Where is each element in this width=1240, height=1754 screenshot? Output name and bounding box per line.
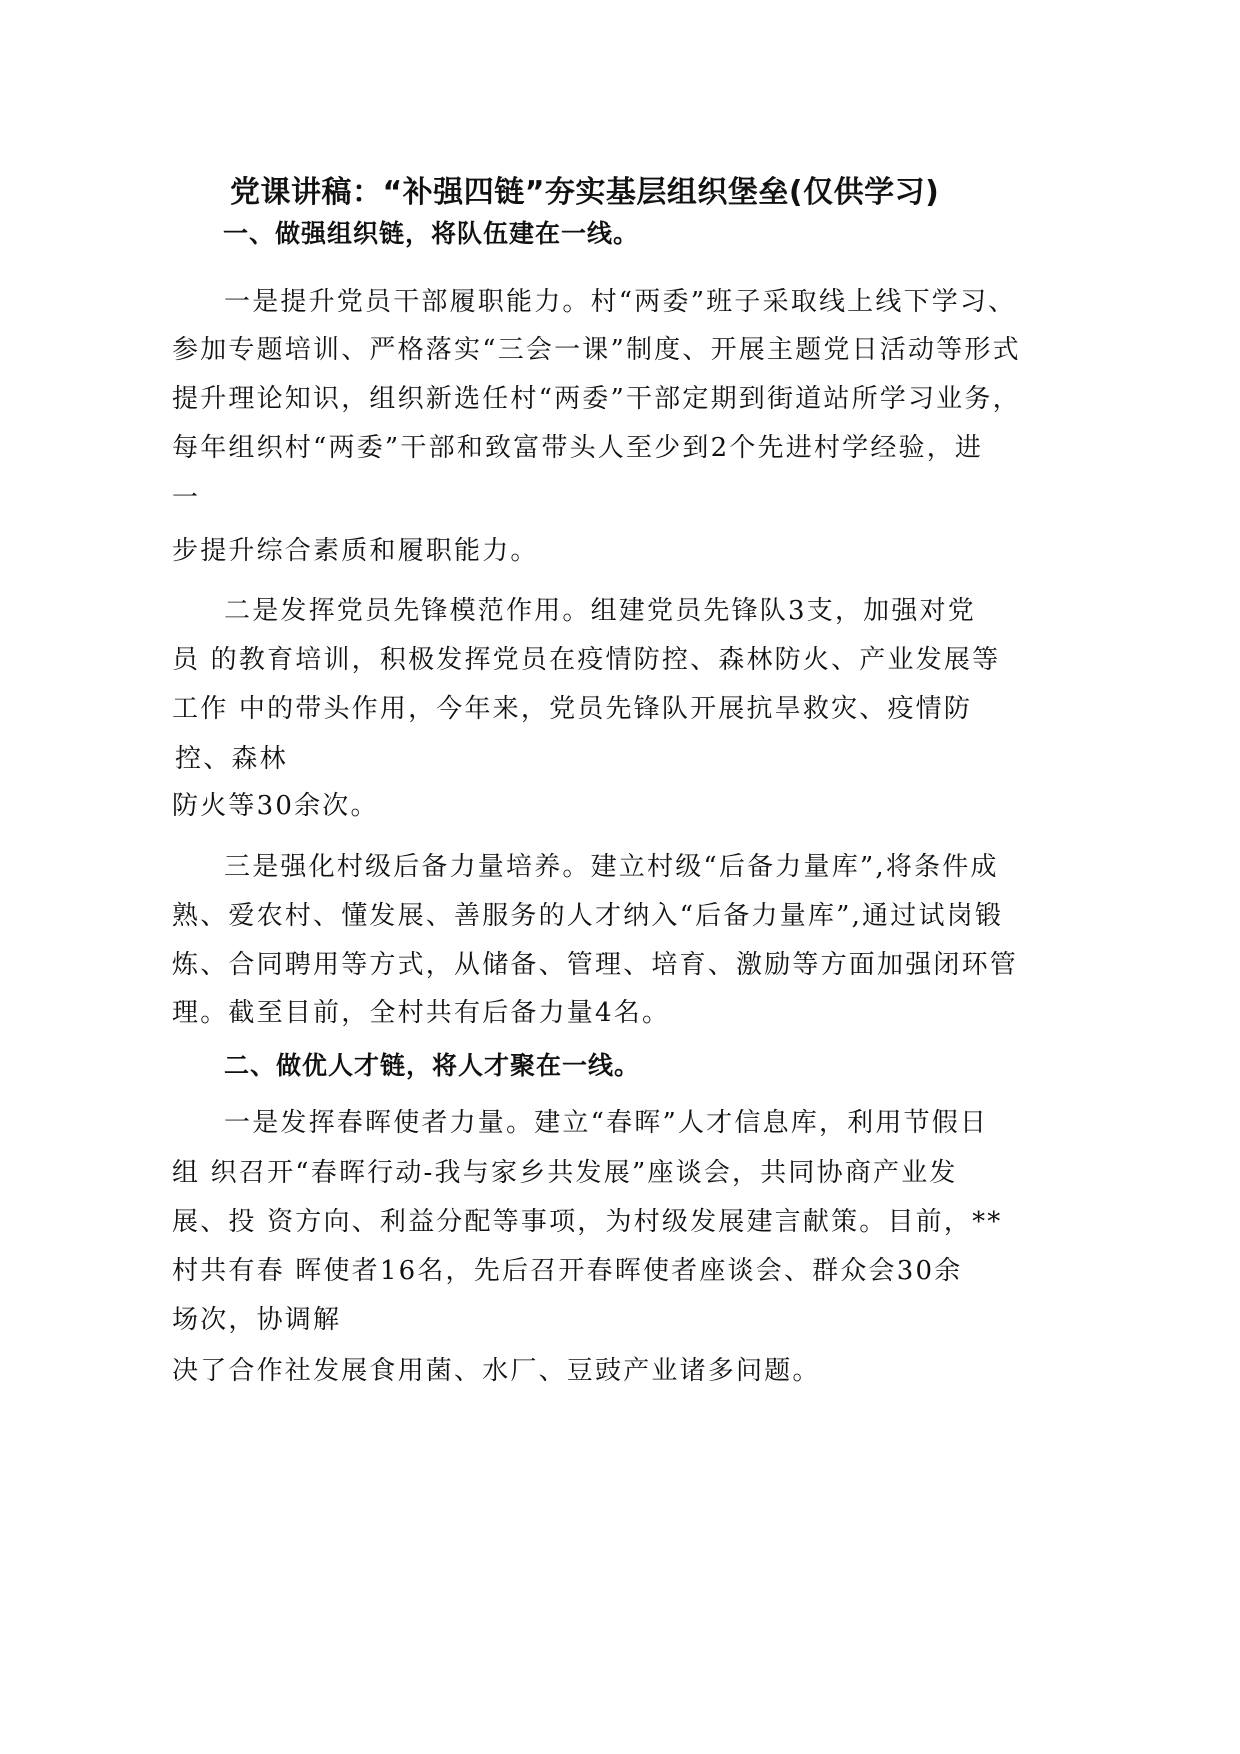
paragraph-line: 提升理论知识，组织新选任村“两委”干部定期到街道站所学习业务， — [172, 384, 1021, 414]
paragraph-line: 村共有春 晖使者16名，先后召开春晖使者座谈会、群众会30余 — [172, 1256, 963, 1286]
section-heading-1: 一、做强组织链，将队伍建在一线。 — [223, 219, 640, 248]
paragraph-line: 员 的教育培训，积极发挥党员在疫情防控、森林防火、产业发展等 — [172, 645, 1001, 675]
paragraph-line: 一 — [172, 483, 201, 513]
paragraph-line: 熟、爱农村、懂发展、善服务的人才纳入“后备力量库”,通过试岗锻 — [172, 901, 1004, 931]
paragraph-line: 参加专题培训、严格落实“三会一课”制度、开展主题党日活动等形式 — [172, 335, 1021, 365]
paragraph-line: 一是提升党员干部履职能力。村“两委”班子采取线上线下学习、 — [224, 287, 1017, 317]
paragraph-line: 展、投 资方向、利益分配等事项，为村级发展建言献策。目前，** — [172, 1207, 1003, 1237]
paragraph-line: 理。截至目前，全村共有后备力量4名。 — [172, 998, 671, 1028]
paragraph-line: 组 织召开“春晖行动-我与家乡共发展”座谈会，共同协商产业发 — [172, 1158, 958, 1188]
paragraph-line: 步提升综合素质和履职能力。 — [172, 536, 539, 566]
paragraph-line: 炼、合同聘用等方式，从储备、管理、培育、激励等方面加强闭环管 — [172, 950, 1019, 980]
paragraph-line: 二是发挥党员先锋模范作用。组建党员先锋队3支，加强对党 — [224, 596, 976, 626]
paragraph-line: 控、森林 — [175, 744, 288, 774]
paragraph-line: 场次，协调解 — [172, 1305, 342, 1335]
paragraph-line: 工作 中的带头作用，今年来，党员先锋队开展抗旱救灾、疫情防 — [172, 694, 973, 724]
paragraph-line: 每年组织村“两委”干部和致富带头人至少到2个先进村学经验，进 — [172, 433, 984, 463]
section-heading-2: 二、做优人才链，将人才聚在一线。 — [224, 1051, 641, 1080]
paragraph-line: 防火等30余次。 — [172, 791, 379, 821]
paragraph-line: 决了合作社发展食用菌、水厂、豆豉产业诸多问题。 — [172, 1356, 821, 1386]
document-title: 党课讲稿：“补强四链”夯实基层组织堡垒(仅供学习) — [230, 175, 940, 210]
paragraph-line: 一是发挥春晖使者力量。建立“春晖”人才信息库，利用节假日 — [224, 1108, 989, 1138]
paragraph-line: 三是强化村级后备力量培养。建立村级“后备力量库”,将条件成 — [224, 852, 999, 882]
